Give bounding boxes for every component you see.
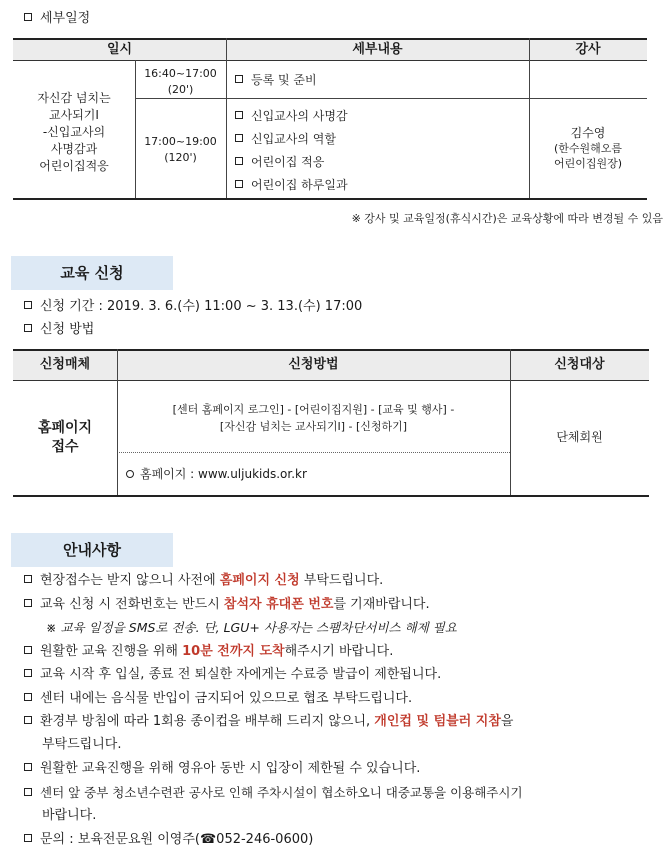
- checkbox-square-icon: [24, 13, 32, 21]
- slot1-time: 16:40~17:00 (20'): [144, 67, 217, 96]
- method-path: [센터 홈페이지 로그인] - [어린이집지원] - [교육 및 행사] - [자신감 넘치는 교사되기Ⅰ] - [신청하기]: [172, 403, 455, 433]
- checkbox-square-icon: [24, 763, 32, 771]
- schedule-table: [13, 38, 647, 200]
- checkbox-square-icon: [24, 324, 32, 332]
- notice-item: 센터 앞 중부 청소년수련관 공사로 인해 주차시설이 협소하오니 대중교통을 이용해주시기: [24, 783, 664, 803]
- homepage-line: [126, 466, 307, 482]
- medium-cell: 홈페이지 접수: [37, 420, 93, 455]
- slot1-item: 등록 및 준비: [235, 72, 317, 88]
- checkbox-square-icon: [24, 599, 32, 607]
- slot2-item: 신입교사의 역할: [235, 131, 336, 147]
- notice-item: 원활한 교육진행을 위해 영유아 동반 시 입장이 제한될 수 있습니다.: [24, 759, 664, 779]
- checkbox-square-icon: [24, 575, 32, 583]
- circle-bullet-icon: [126, 470, 134, 478]
- checkbox-square-icon: [235, 111, 243, 119]
- checkbox-square-icon: [235, 180, 243, 188]
- col-method-header: 신청방법: [288, 357, 339, 372]
- apply-period: 신청 기간 : 2019. 3. 6.(수) 11:00 ~ 3. 13.(수) 17:00: [24, 298, 362, 316]
- guide-banner: 안내사항: [11, 533, 173, 567]
- col-medium-header: 신청매체: [39, 357, 91, 372]
- col-detail-header: 세부내용: [352, 42, 403, 57]
- notice-item: 문의 : 보육전문요원 이영주(☎052-246-0600): [24, 830, 664, 850]
- notice-item: 환경부 방침에 따라 1회용 종이컵을 배부해 드리지 않으니, 개인컵 및 텀블러 지참을: [24, 712, 664, 732]
- apply-banner: 교육 신청: [11, 256, 173, 290]
- slot2-item: 신입교사의 사명감: [235, 108, 348, 124]
- notice-item: 교육 시작 후 입실, 종료 전 퇴실한 자에게는 수료증 발급이 제한됩니다.: [24, 665, 664, 685]
- checkbox-square-icon: [24, 716, 32, 724]
- col-target-header: 신청대상: [554, 357, 605, 372]
- checkbox-square-icon: [235, 134, 243, 142]
- checkbox-square-icon: [24, 834, 32, 842]
- checkbox-square-icon: [24, 788, 32, 796]
- schedule-note: ※ 강사 및 교육일정(휴식시간)은 교육상황에 따라 변경될 수 있음: [351, 212, 663, 225]
- slot2-item: 어린이집 하루일과: [235, 177, 348, 193]
- notice-continuation: 바랍니다.: [42, 808, 97, 823]
- notice-continuation: 부탁드립니다.: [42, 737, 122, 752]
- col-lecturer-header: 강사: [575, 42, 601, 57]
- notice-subnote: ※ 교육 일정을 SMS로 전송. 단, LGU+ 사용자는 스팸차단서비스 해제 필요: [46, 620, 457, 635]
- homepage-url[interactable]: 홈페이지 : www.uljukids.or.kr: [140, 467, 307, 481]
- checkbox-square-icon: [24, 301, 32, 309]
- checkbox-square-icon: [24, 669, 32, 677]
- notice-item: 교육 신청 시 전화번호는 반드시 참석자 휴대폰 번호를 기재바랍니다.: [24, 595, 664, 615]
- checkbox-square-icon: [235, 157, 243, 165]
- col-date-header: 일시: [106, 42, 133, 57]
- checkbox-square-icon: [24, 693, 32, 701]
- slot2-time: 17:00~19:00 (120'): [144, 135, 217, 164]
- notice-item: 원활한 교육 진행을 위해 10분 전까지 도착해주시기 바랍니다.: [24, 642, 664, 662]
- target-cell: 단체회원: [556, 430, 603, 444]
- apply-method: 신청 방법: [24, 321, 94, 339]
- apply-table: [13, 349, 649, 497]
- program-title: 자신감 넘치는 교사되기Ⅰ -신입교사의 사명감과 어린이집적응: [37, 91, 111, 173]
- notice-item: 현장접수는 받지 않으니 사전에 홈페이지 신청 부탁드립니다.: [24, 571, 664, 591]
- checkbox-square-icon: [235, 75, 243, 83]
- notice-item: 센터 내에는 음식물 반입이 금지되어 있으므로 협조 부탁드립니다.: [24, 689, 664, 709]
- checkbox-square-icon: [24, 646, 32, 654]
- slot2-item: 어린이집 적응: [235, 154, 324, 170]
- schedule-heading: 세부일정: [24, 10, 90, 28]
- lecturer-info: 김수영 (한수원해오름 어린이집원장): [553, 126, 623, 170]
